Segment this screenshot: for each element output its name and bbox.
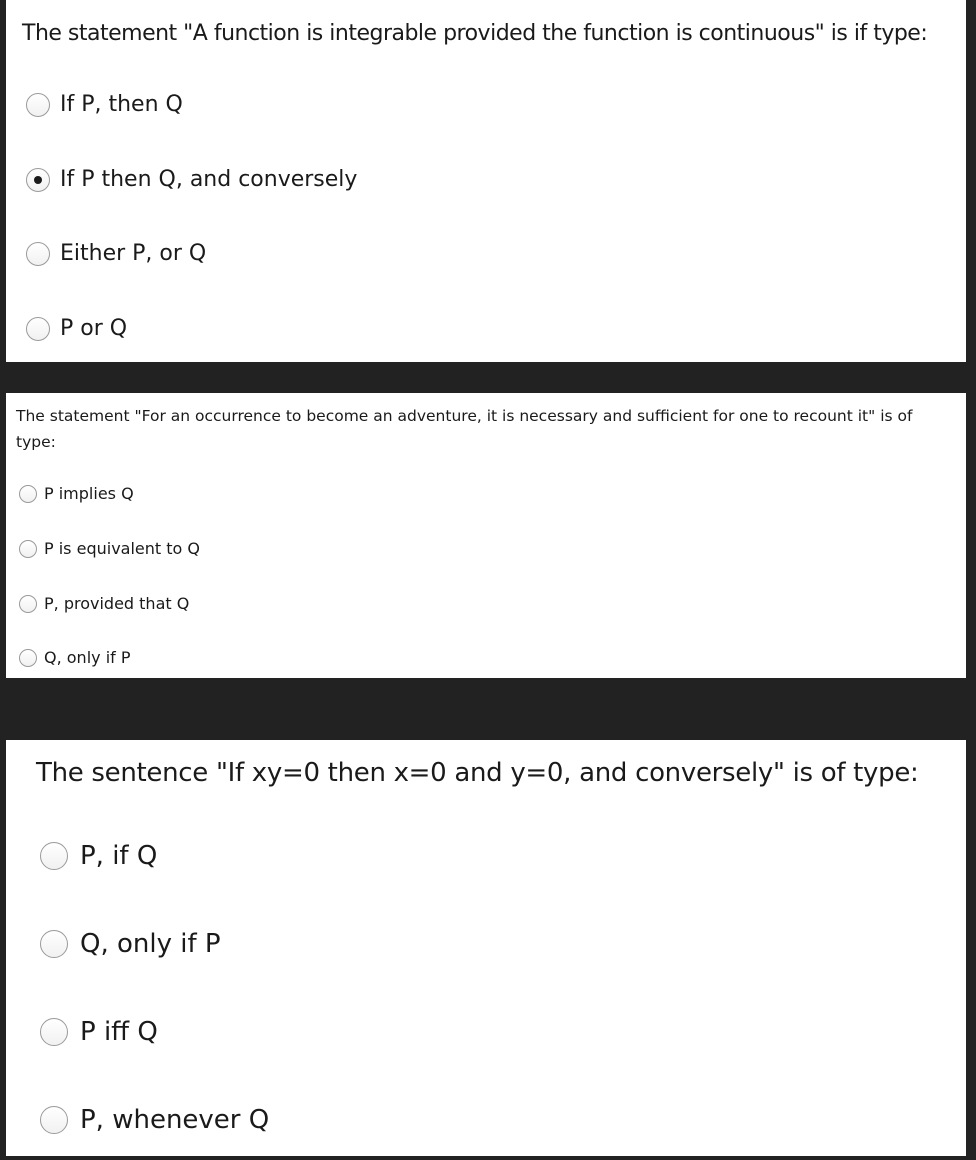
radio-dot-icon [34,176,42,184]
question-1-text: The statement "A function is integrable provided the function is continuous" is if type: [22,21,928,46]
q2-option-4-radio[interactable] [19,649,37,667]
q1-option-3-label: Either P, or Q [60,241,207,266]
q3-option-4-radio[interactable] [40,1106,68,1134]
q3-option-3-label: P iff Q [80,1017,158,1047]
q1-option-4[interactable] [26,316,127,341]
q1-option-1-label: If P, then Q [60,92,183,117]
q2-option-1[interactable] [19,484,134,503]
q2-option-4[interactable] [19,648,131,667]
q2-option-2-radio[interactable] [19,540,37,558]
q3-option-2-radio[interactable] [40,930,68,958]
q2-option-4-label: Q, only if P [44,648,131,667]
q2-option-3-label: P, provided that Q [44,594,190,613]
q1-option-2[interactable] [26,167,357,192]
question-2-text: The statement "For an occurrence to become an adventure, it is necessary and sufficient for one to recount it" is of type: [16,407,913,451]
q3-option-1[interactable] [40,841,157,871]
q3-option-3-radio[interactable] [40,1018,68,1046]
q3-option-1-label: P, if Q [80,841,158,871]
q1-option-3[interactable] [26,241,206,266]
q1-option-2-label: If P then Q, and conversely [60,167,358,192]
q2-option-2[interactable] [19,539,200,558]
q3-option-1-radio[interactable] [40,842,68,870]
q1-option-2-radio[interactable] [26,168,50,192]
q1-option-4-label: P or Q [60,316,128,341]
q3-option-4[interactable] [40,1105,269,1135]
q3-option-3[interactable] [40,1017,158,1047]
q3-option-2[interactable] [40,929,221,959]
q3-option-4-label: P, whenever Q [80,1105,270,1135]
question-3-panel [6,740,966,1156]
question-3-text: The sentence "If xy=0 then x=0 and y=0, and conversely" is of type: [36,758,919,788]
q1-option-4-radio[interactable] [26,317,50,341]
q2-option-1-radio[interactable] [19,485,37,503]
q1-option-1-radio[interactable] [26,93,50,117]
q2-option-3-radio[interactable] [19,595,37,613]
q2-option-2-label: P is equivalent to Q [44,539,200,558]
q1-option-1[interactable] [26,92,183,117]
q3-option-2-label: Q, only if P [80,929,221,959]
question-1-panel [6,0,966,362]
q2-option-1-label: P implies Q [44,484,134,503]
q2-option-3[interactable] [19,594,189,613]
q1-option-3-radio[interactable] [26,242,50,266]
question-2-panel [6,393,966,678]
